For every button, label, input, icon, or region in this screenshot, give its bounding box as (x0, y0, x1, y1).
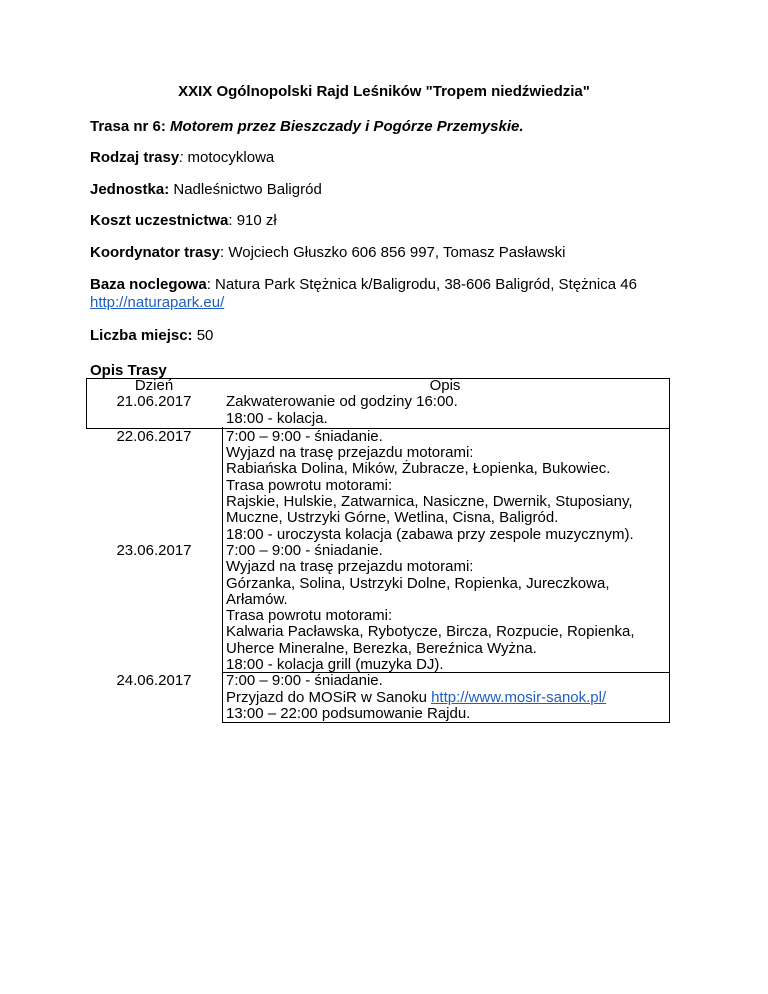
opis-line: 7:00 – 9:00 - śniadanie. (226, 427, 383, 445)
rodzaj-label: Rodzaj trasy (90, 149, 180, 166)
mosir-link[interactable]: http://www.mosir-sanok.pl/ (431, 688, 607, 706)
trasa-field (90, 118, 690, 136)
row-day: 24.06.2017 (116, 672, 192, 690)
opis-line: Trasa powrotu motorami: (226, 607, 393, 625)
opis-heading: Opis Trasy (90, 362, 167, 379)
row-day: 22.06.2017 (116, 427, 192, 445)
trasa-label: Trasa nr 6: (90, 118, 166, 135)
header-opis-label: Opis (429, 377, 461, 394)
koordynator-field (90, 244, 690, 262)
koordynator-label: Koordynator trasy (90, 244, 221, 261)
jednostka-label: Jednostka: (90, 181, 170, 198)
table-row (86, 543, 672, 673)
schedule-table (86, 378, 672, 722)
liczba-label: Liczba miejsc: (90, 327, 193, 344)
row-opis (222, 429, 672, 543)
opis-line: 13:00 – 22:00 podsumowanie Rajdu. (226, 704, 471, 722)
row-day: 23.06.2017 (116, 541, 192, 559)
koordynator-value: : Wojciech Głuszko 606 856 997, Tomasz Pasławski (220, 244, 566, 261)
table-row (86, 673, 672, 722)
opis-line: Zakwaterowanie od godziny 16:00. (226, 393, 458, 411)
baza-label: Baza noclegowa (90, 276, 207, 293)
jednostka-field (90, 181, 690, 199)
opis-line: Wyjazd na trasę przejazdu motorami: (226, 444, 474, 462)
table-row (86, 429, 672, 543)
opis-line: Kalwaria Pacławska, Rybotycze, Bircza, Rozpucie, Ropienka, (226, 623, 635, 641)
opis-line-text: Przyjazd do MOSiR w Sanoku (226, 688, 432, 706)
liczba-value: 50 (192, 327, 214, 344)
opis-line: Rajskie, Hulskie, Zatwarnica, Nasiczne, Dwernik, Stuposiany, (226, 493, 633, 511)
rodzaj-sep: : (179, 149, 184, 166)
jednostka-value: Nadleśnictwo Baligród (169, 181, 322, 198)
rodzaj-value: motocyklowa (183, 149, 275, 166)
baza-value: : Natura Park Stężnica k/Baligrodu, 38-606 Baligród, Stężnica 46 (206, 276, 637, 293)
opis-line: Uherce Mineralne, Berezka, Bereźnica Wyżna. (226, 639, 537, 657)
header-day: Dzień (134, 377, 174, 394)
liczba-field (90, 327, 690, 345)
opis-line: Wyjazd na trasę przejazdu motorami: (226, 558, 474, 576)
row-opis (222, 543, 672, 673)
trasa-value: Motorem przez Bieszczady i Pogórze Przemyskie. (170, 118, 524, 135)
opis-line: Rabiańska Dolina, Mików, Żubracze, Łopienka, Bukowiec. (226, 460, 611, 478)
opis-line (226, 690, 672, 706)
table-row (86, 394, 672, 427)
opis-line: 18:00 - kolacja. (226, 409, 328, 427)
opis-line: 18:00 - uroczysta kolacja (zabawa przy zespole muzycznym). (226, 525, 634, 543)
document-title: XXIX Ogólnopolski Rajd Leśników "Tropem niedźwiedzia" (178, 83, 590, 100)
opis-line: 18:00 - kolacja grill (muzyka DJ). (226, 656, 444, 674)
row-opis (222, 673, 672, 722)
opis-line: 7:00 – 9:00 - śniadanie. (226, 541, 383, 559)
opis-line: Górzanka, Solina, Ustrzyki Dolne, Ropienka, Jureczkowa, (226, 574, 610, 592)
baza-field (90, 276, 690, 312)
rodzaj-field (90, 149, 690, 167)
koszt-field (90, 212, 690, 230)
opis-line: Arłamów. (226, 590, 288, 608)
opis-line: Muczne, Ustrzyki Górne, Wetlina, Cisna, Baligród. (226, 509, 559, 527)
opis-line: Trasa powrotu motorami: (226, 476, 393, 494)
koszt-value: : 910 zł (228, 212, 277, 229)
row-day: 21.06.2017 (116, 393, 192, 411)
opis-line: 7:00 – 9:00 - śniadanie. (226, 672, 383, 690)
baza-link[interactable]: http://naturapark.eu/ (90, 294, 225, 311)
row-opis (222, 394, 672, 427)
koszt-label: Koszt uczestnictwa (90, 212, 229, 229)
